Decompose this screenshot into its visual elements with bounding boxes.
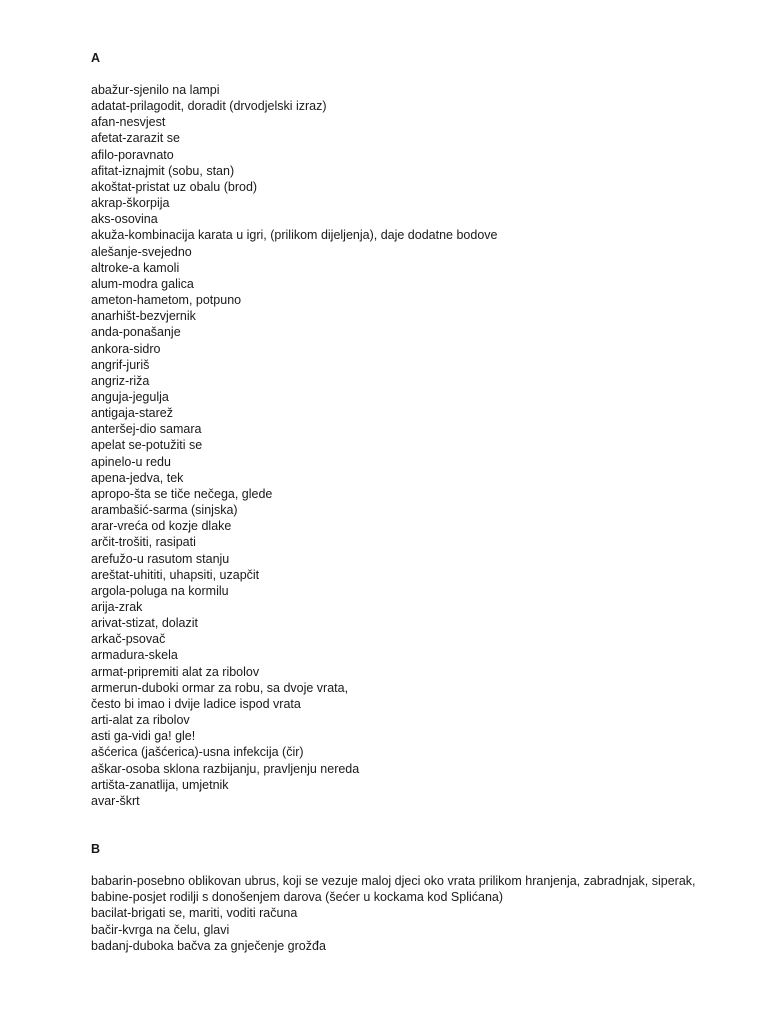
dictionary-entry: ameton-hametom, potpuno	[91, 293, 242, 308]
dictionary-entry: afetat-zarazit se	[91, 131, 180, 146]
dictionary-entry: arti-alat za ribolov	[91, 713, 190, 728]
dictionary-entry: arkač-psovač	[91, 632, 166, 647]
dictionary-entry: angrif-juriš	[91, 357, 150, 372]
dictionary-entry: armat-pripremiti alat za ribolov	[91, 664, 260, 679]
dictionary-entry: apropo-šta se tiče nečega, glede	[91, 486, 273, 501]
document-page	[91, 50, 711, 954]
dictionary-entry: aks-osovina	[91, 212, 158, 227]
dictionary-entry: arar-vreća od kozje dlake	[91, 519, 232, 534]
dictionary-entry: anteršej-dio samara	[91, 422, 202, 437]
section-heading: A	[91, 51, 101, 65]
dictionary-entry: arija-zrak	[91, 600, 143, 614]
dictionary-entry: adatat-prilagodit, doradit (drvodjelski izraz)	[91, 99, 327, 114]
section-heading: B	[91, 842, 101, 857]
dictionary-entry: arambašić-sarma (sinjska)	[91, 503, 238, 518]
dictionary-entry: angriz-riža	[91, 373, 150, 388]
dictionary-entry: anguja-jegulja	[91, 389, 169, 404]
dictionary-entry: akuža-kombinacija karata u igri, (prilikom dijeljenja), daje dodatne bodove	[91, 228, 498, 243]
dictionary-entry: akrap-škorpija	[91, 196, 170, 211]
dictionary-entry: areštat-uhititi, uhapsiti, uzapčit	[91, 567, 260, 582]
dictionary-entry: akoštat-pristat uz obalu (brod)	[91, 179, 258, 194]
dictionary-entry: afilo-poravnato	[91, 147, 174, 162]
dictionary-entry: babarin-posebno oblikovan ubrus, koji se vezuje maloj djeci oko vrata prilikom hranjenja, zabradnjak, siperak,	[91, 874, 696, 889]
dictionary-entry: antigaja-starež	[91, 406, 173, 421]
dictionary-entry: alešanje-svejedno	[91, 244, 192, 259]
dictionary-entry: anda-ponašanje	[91, 325, 181, 340]
dictionary-entry: armerun-duboki ormar za robu, sa dvoje vrata,	[91, 680, 349, 695]
dictionary-entry: arefužo-u rasutom stanju	[91, 551, 230, 566]
dictionary-entry: ankora-sidro	[91, 341, 161, 356]
dictionary-entry: bacilat-brigati se, mariti, voditi računa	[91, 906, 298, 921]
dictionary-entry: artišta-zanatlija, umjetnik	[91, 777, 229, 792]
dictionary-entry: apelat se-potužiti se	[91, 438, 203, 453]
dictionary-entry: arivat-stizat, dolazit	[91, 616, 198, 631]
dictionary-entry: babine-posjet rodilji s donošenjem darova (šećer u kockama kod Splićana)	[91, 890, 504, 905]
dictionary-entry: alum-modra galica	[91, 276, 194, 291]
dictionary-entry: apinelo-u redu	[91, 454, 171, 469]
dictionary-entry: argola-poluga na kormilu	[91, 583, 229, 598]
dictionary-entry: afan-nesvjest	[91, 115, 166, 130]
dictionary-entry: apena-jedva, tek	[91, 470, 184, 485]
dictionary-entry: avar-škrt	[91, 793, 140, 808]
dictionary-entry: često bi imao i dvije ladice ispod vrata	[91, 696, 301, 711]
dictionary-entry: ašćerica (jašćerica)-usna infekcija (čir)	[91, 745, 304, 760]
section-a	[91, 50, 711, 809]
dictionary-entry: abažur-sjenilo na lampi	[91, 83, 220, 97]
dictionary-entry: afitat-iznajmit (sobu, stan)	[91, 163, 235, 178]
entry-list	[91, 873, 711, 954]
dictionary-entry: bačir-kvrga na čelu, glavi	[91, 922, 230, 937]
dictionary-entry: asti ga-vidi ga! gle!	[91, 729, 196, 744]
dictionary-entry: armadura-skela	[91, 648, 178, 663]
entry-list	[91, 82, 711, 809]
dictionary-entry: arčit-trošiti, rasipati	[91, 535, 196, 550]
dictionary-entry: altroke-a kamoli	[91, 260, 180, 275]
dictionary-entry: anarhišt-bezvjernik	[91, 309, 196, 324]
dictionary-entry: badanj-duboka bačva za gnječenje grožđa	[91, 938, 326, 953]
section-b	[91, 841, 711, 954]
dictionary-entry: aškar-osoba sklona razbijanju, pravljenju nereda	[91, 761, 360, 776]
